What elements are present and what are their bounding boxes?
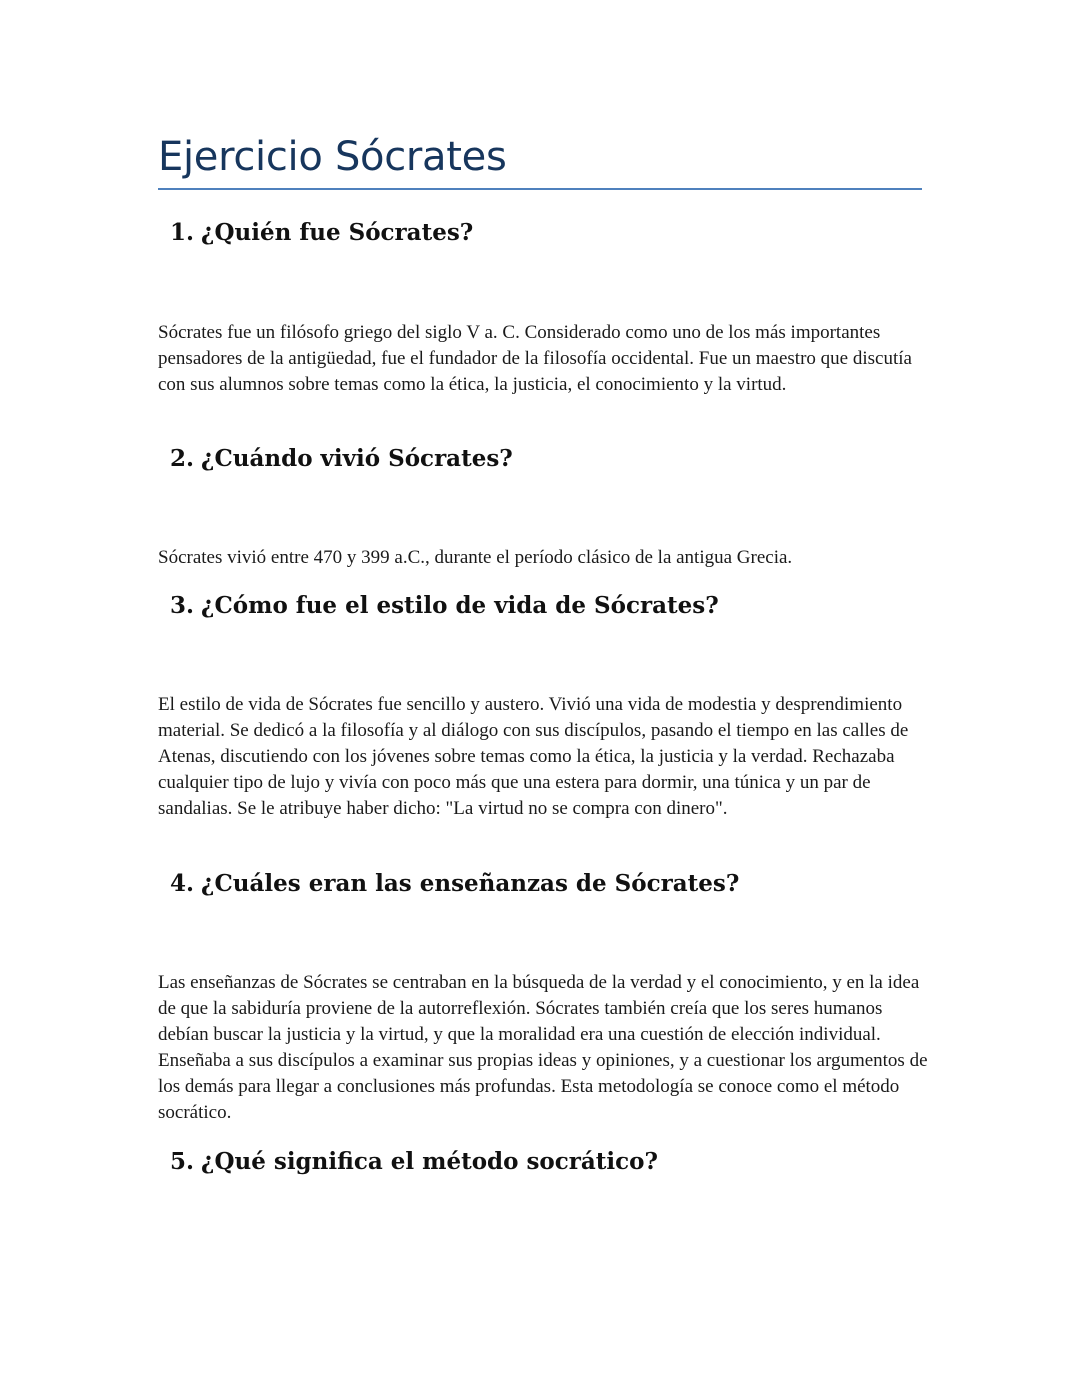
question-5-number: 5.	[170, 1148, 195, 1175]
question-2-heading	[170, 444, 513, 474]
document-title: Ejercicio Sócrates	[158, 134, 507, 180]
question-3-text: ¿Cómo fue el estilo de vida de Sócrates?	[201, 592, 719, 619]
question-1-heading	[170, 218, 473, 248]
question-2-text: ¿Cuándo vivió Sócrates?	[201, 445, 513, 472]
answer-3: El estilo de vida de Sócrates fue sencillo y austero. Vivió una vida de modestia y desprendimiento material. Se dedicó a la filosofía y al diálogo con sus discípulos, pasando el tiempo en las calles de Atenas, discutiendo con los jóvenes sobre temas como la ética, la justicia y la verdad. Rechazaba cualquier tipo de lujo y vivía con poco más que una estera para dormir, una túnica y un par de sandalias. Se le atribuye haber dicho: "La virtud no se compra con dinero".	[158, 694, 909, 819]
question-3-heading	[170, 591, 719, 621]
title-underline	[158, 188, 922, 190]
question-2-number: 2.	[170, 445, 195, 472]
question-4-number: 4.	[170, 870, 195, 897]
question-4-heading	[170, 869, 739, 899]
question-4-text: ¿Cuáles eran las enseñanzas de Sócrates?	[201, 870, 740, 897]
question-1-text: ¿Quién fue Sócrates?	[201, 219, 474, 246]
question-1-number: 1.	[170, 219, 195, 246]
answer-2: Sócrates vivió entre 470 y 399 a.C., durante el período clásico de la antigua Grecia.	[158, 547, 793, 568]
question-3-number: 3.	[170, 592, 195, 619]
answer-1: Sócrates fue un filósofo griego del siglo V a. C. Considerado como uno de los más importantes pensadores de la antigüedad, fue el fundador de la filosofía occidental. Fue un maestro que discutía con sus alumnos sobre temas como la ética, la justicia, el conocimiento y la virtud.	[158, 322, 912, 395]
question-5-heading	[170, 1147, 658, 1177]
answer-4: Las enseñanzas de Sócrates se centraban en la búsqueda de la verdad y el conocimiento, y en la idea de que la sabiduría proviene de la autorreflexión. Sócrates también creía que los seres humanos debían buscar la justicia y la virtud, y que la moralidad era una cuestión de elección individual. Enseñaba a sus discípulos a examinar sus propias ideas y opiniones, y a cuestionar los argumentos de los demás para llegar a conclusiones más profundas. Esta metodología se conoce como el método socrático.	[158, 972, 928, 1123]
question-5-text: ¿Qué significa el método socrático?	[201, 1148, 658, 1175]
